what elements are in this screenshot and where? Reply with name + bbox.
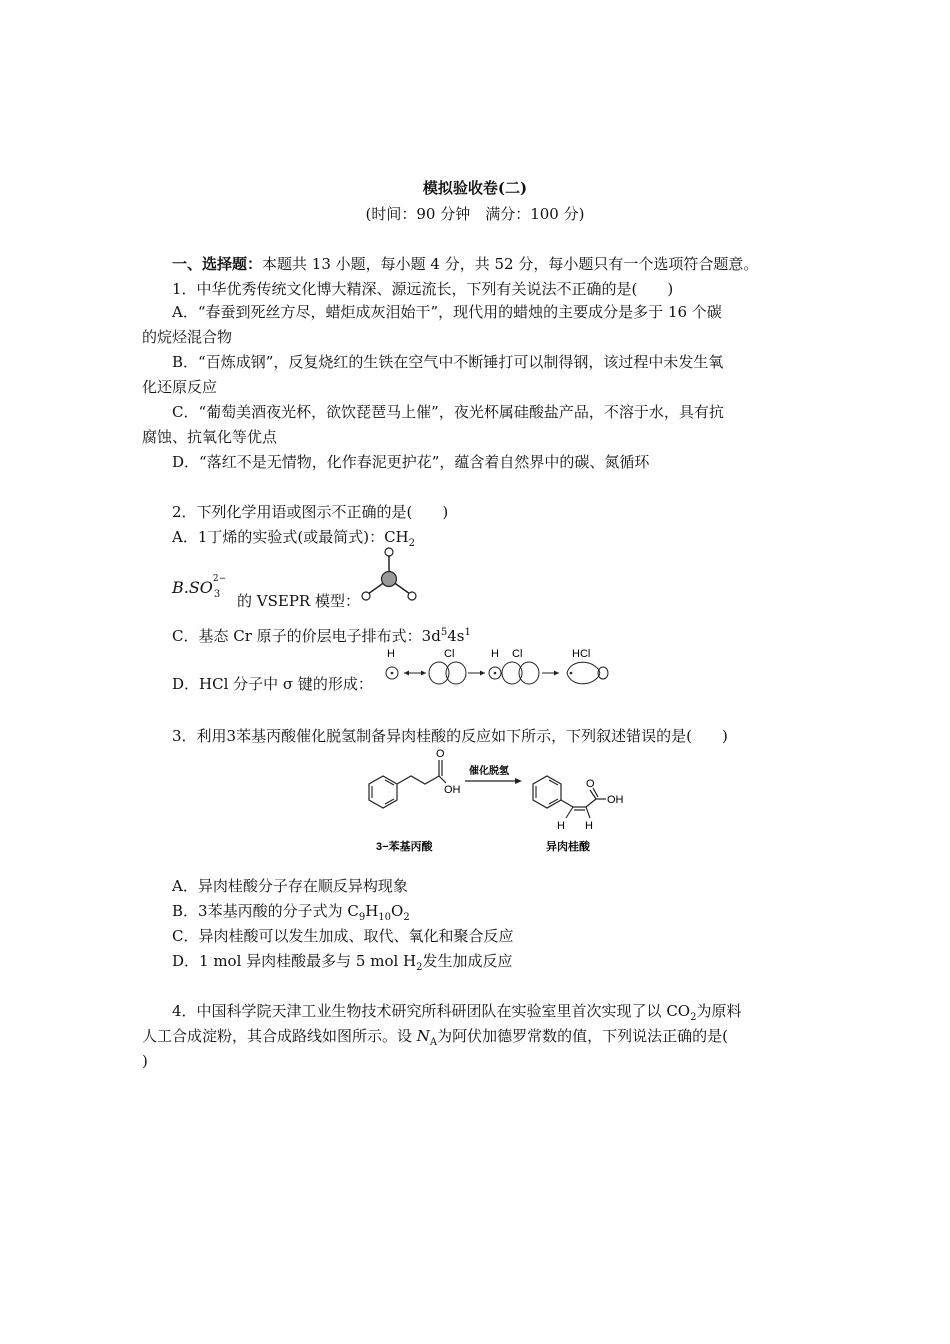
fig-label-cl1: Cl <box>444 648 455 660</box>
q4-avogadro-symbol: N <box>416 1027 430 1045</box>
q2-option-d-text: D．HCl 分子中 σ 键的形成： <box>172 675 373 693</box>
q1-option-c-line1: C．“葡萄美酒夜光杯，欲饮琵琶马上催”，夜光杯属硅酸盐产品，不溶于水，具有抗 <box>172 403 724 421</box>
q2-stem: 2．下列化学用语或图示不正确的是( ) <box>172 503 449 521</box>
section-instructions: 本题共 13 小题，每小题 4 分，共 52 分，每小题只有一个选项符合题意。 <box>262 255 759 273</box>
vsepr-right-atom <box>408 592 416 600</box>
vsepr-model-figure <box>355 545 425 605</box>
q1-option-a-line2: 的烷烃混合物 <box>142 328 233 346</box>
reactant-o-label: O <box>436 748 445 760</box>
q3-option-b-text: B．3苯基丙酸的分子式为 C <box>172 902 359 920</box>
product-h1-label: H <box>557 820 565 832</box>
q3-option-d-tail: 发生加成反应 <box>422 952 513 970</box>
fig-label-h1: H <box>387 648 395 660</box>
page-title: 模拟验收卷(二) <box>422 179 528 197</box>
q2-option-a <box>172 527 415 547</box>
q4-stem-line1 <box>172 1001 741 1021</box>
q2-option-b <box>172 574 235 600</box>
q1-option-d: D．“落红不是无情物，化作春泥更护花”，蕴含着自然界中的碳、氮循环 <box>172 453 650 471</box>
q2-option-b-formula: B.SO <box>172 578 213 597</box>
vsepr-center-atom <box>382 572 397 587</box>
q2-option-c-sup2: 1 <box>464 627 471 638</box>
q4-line1-sub: 2 <box>690 1012 697 1023</box>
q4-line2-tail: 为阿伏加德罗常数的值，下列说法正确的是( <box>437 1027 728 1045</box>
reactant-oh-label: OH <box>444 784 461 796</box>
q4-line1-tail: 为原料 <box>696 1002 742 1020</box>
arrow-label: 催化脱氢 <box>469 766 509 777</box>
q1-stem: 1．中华优秀传统文化博大精深、源远流长，下列有关说法不正确的是( ) <box>172 280 674 298</box>
q3-option-b-sub3: 2 <box>403 912 410 923</box>
q2-option-a-sub: 2 <box>408 538 416 549</box>
q2-option-c-sup1: 5 <box>440 627 448 638</box>
fig-label-cl2: Cl <box>512 648 523 660</box>
section-heading: 一、选择题： <box>172 255 263 273</box>
q4-stem-line2 <box>142 1026 728 1046</box>
q3-option-b-o: O <box>391 902 404 920</box>
q1-option-c-line2: 腐蚀、抗氧化等优点 <box>142 428 278 446</box>
q1-option-b-line2: 化还原反应 <box>142 378 218 396</box>
q2-option-b-charge: 2− <box>212 574 227 584</box>
q2-option-b-text: 的 VSEPR 模型： <box>237 592 360 610</box>
fig-label-hcl: HCl <box>572 648 591 660</box>
vsepr-top-atom <box>385 548 393 556</box>
q3-option-b <box>172 901 410 921</box>
product-name: 异肉桂酸 <box>546 841 590 853</box>
q3-option-c: C．异肉桂酸可以发生加成、取代、氧化和聚合反应 <box>172 927 514 945</box>
q2-option-c <box>172 626 471 646</box>
product-o-label: O <box>586 778 595 790</box>
fig-label-h2: H <box>491 648 499 660</box>
q1-option-a-line1: A．“春蚕到死丝方尽，蜡炬成灰泪始干”，现代用的蜡烛的主要成分是多于 16 个碳 <box>172 303 722 321</box>
page-subtitle: (时间：90 分钟 满分：100 分) <box>365 205 585 223</box>
q3-option-d <box>172 951 513 971</box>
q4-line2-text: 人工合成淀粉，其合成路线如图所示。设 <box>142 1027 417 1045</box>
q3-option-d-sub: 2 <box>416 962 423 973</box>
q2-option-b-subscript: 3 <box>213 589 221 600</box>
q4-line1-text: 4．中国科学院天津工业生物技术研究所科研团队在实验室里首次实现了以 CO <box>172 1002 691 1020</box>
q1-option-b-line1: B．“百炼成钢”，反复烧红的生铁在空气中不断锤打可以制得钢，该过程中未发生氧 <box>172 353 724 371</box>
sigma-bond-figure <box>382 645 612 690</box>
q2-option-a-text: A．1丁烯的实验式(或最简式)：CH <box>172 528 409 546</box>
q3-option-b-sub1: 9 <box>358 912 366 923</box>
section-intro <box>172 254 758 274</box>
q2-option-c-mid: 4s <box>447 627 465 645</box>
vsepr-left-atom <box>362 592 370 600</box>
product-oh-label: OH <box>607 794 624 806</box>
q4-stem-line3: ) <box>142 1052 148 1070</box>
q3-option-b-sub2: 10 <box>378 912 392 923</box>
q3-option-d-text: D．1 mol 异肉桂酸最多与 5 mol H <box>172 952 417 970</box>
q3-stem: 3．利用3苯基丙酸催化脱氢制备异肉桂酸的反应如下所示，下列叙述错误的是( ) <box>172 727 728 745</box>
q2-option-c-text: C．基态 Cr 原子的价层电子排布式：3d <box>172 627 441 645</box>
q3-option-b-h: H <box>365 902 379 920</box>
reaction-scheme-figure <box>360 743 630 858</box>
q4-avogadro-sub: A <box>429 1037 438 1048</box>
product-h2-label: H <box>585 820 593 832</box>
q3-option-a: A．异肉桂酸分子存在顺反异构现象 <box>172 877 408 895</box>
reactant-name: 3−苯基丙酸 <box>376 841 433 853</box>
